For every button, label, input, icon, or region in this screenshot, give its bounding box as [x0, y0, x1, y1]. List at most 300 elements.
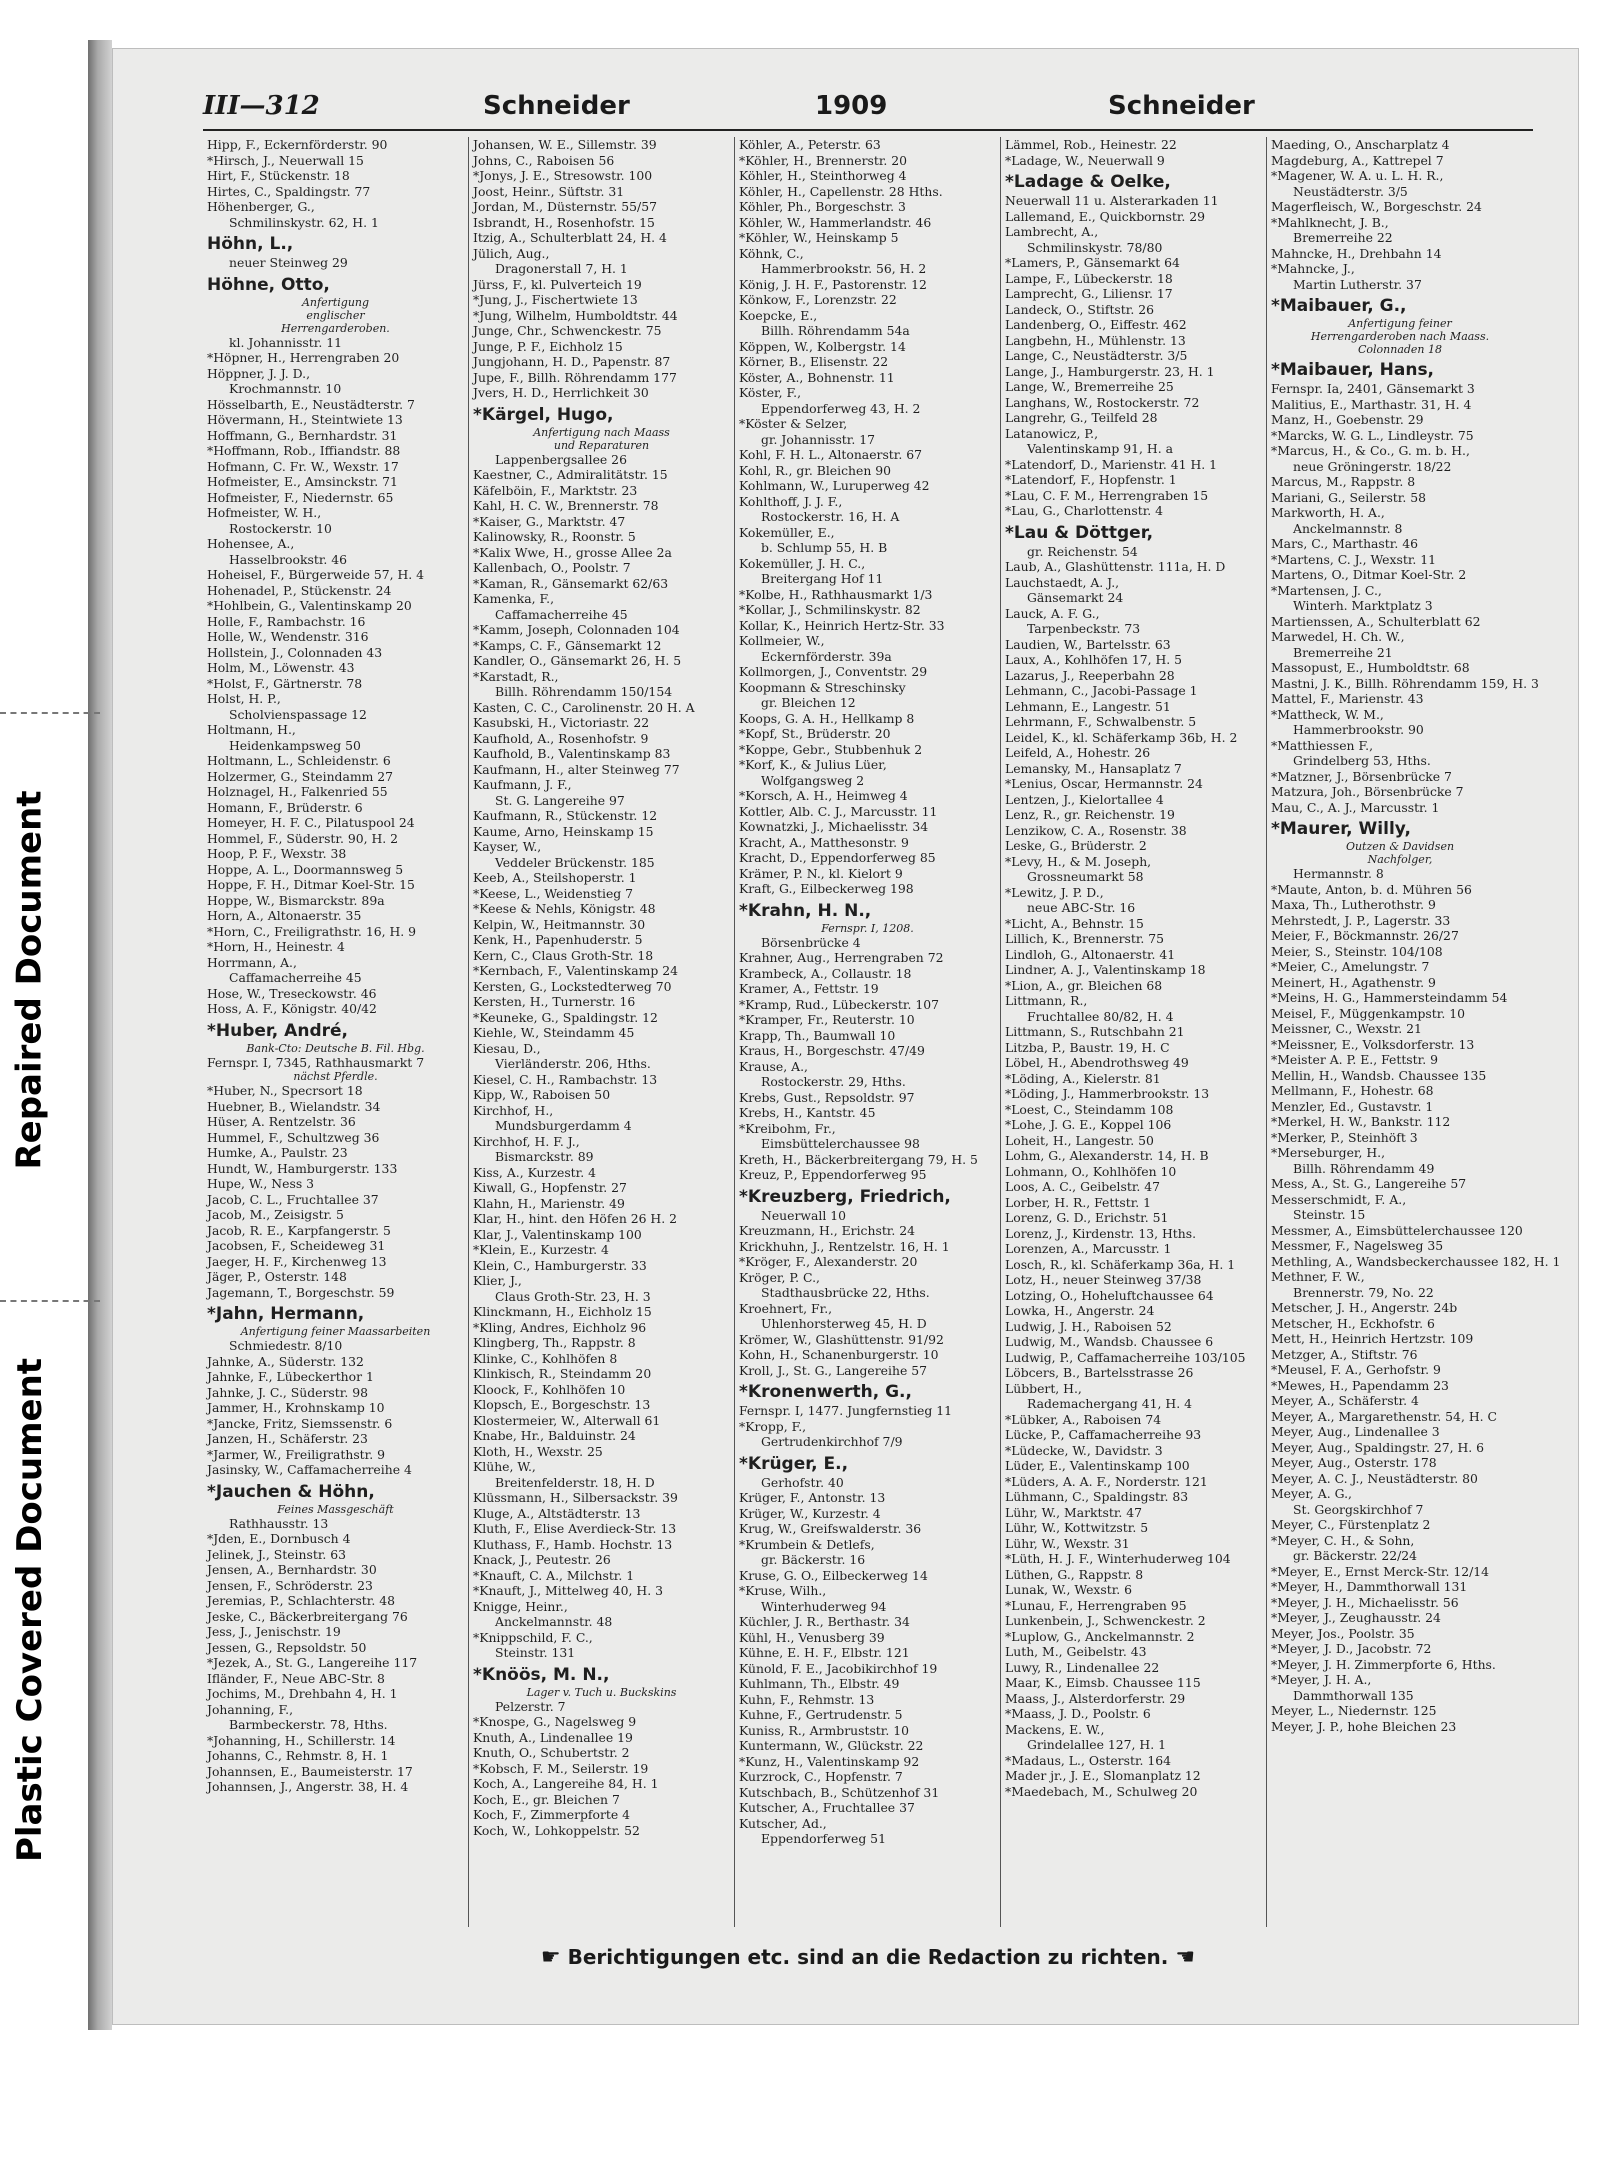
directory-entry: Kownatzki, J., Michaelisstr. 34 — [739, 819, 929, 834]
directory-entry: *Madaus, L., Osterstr. 164 — [1005, 1752, 1172, 1768]
directory-entry: Jvers, H. D., Herrlichkeit 30 — [473, 385, 649, 400]
directory-entry: Lallemand, E., Quickbornstr. 29 — [1005, 208, 1206, 224]
directory-entry: *Jarmer, W., Freiligrathstr. 9 — [207, 1446, 385, 1462]
directory-entry: *Martens, C. J., Wexstr. 11 — [1271, 551, 1437, 567]
directory-entry: Krickhuhn, J., Rentzelstr. 16, H. 1 — [739, 1238, 950, 1254]
directory-entry: Steinstr. 131 — [495, 1645, 576, 1660]
directory-entry: *Knippschild, F. C., — [473, 1629, 593, 1645]
directory-entry: Höhn, L., — [207, 234, 294, 254]
directory-entry: *Höpner, H., Herrengraben 20 — [207, 350, 400, 365]
directory-entry: Klahn, H., Marienstr. 49 — [473, 1195, 625, 1211]
directory-entry: Jeremias, P., Schlachterstr. 48 — [207, 1593, 395, 1608]
directory-entry: Mellin, H., Wandsb. Chaussee 135 — [1271, 1067, 1487, 1083]
directory-entry: *Meissner, E., Volksdorferstr. 13 — [1271, 1036, 1475, 1052]
directory-entry: Kirchhof, H., — [473, 1102, 554, 1118]
directory-entry: *Luplow, G., Anckelmannstr. 2 — [1005, 1628, 1195, 1644]
directory-entry: Lücke, P., Caffamacherreihe 93 — [1005, 1427, 1202, 1442]
directory-entry: Fernspr. I, 7345, Rathhausmarkt 7 — [207, 1054, 425, 1070]
directory-entry: Klostermeier, W., Alterwall 61 — [473, 1412, 661, 1428]
directory-entry: gr. Bleichen 12 — [761, 695, 856, 710]
directory-entry: Lorber, H. R., Fettstr. 1 — [1005, 1194, 1152, 1210]
directory-entry: *Lewitz, J. P. D., — [1005, 884, 1104, 900]
directory-entry: Kramer, A., Fettstr. 19 — [739, 981, 879, 996]
directory-entry: Janzen, H., Schäferstr. 23 — [207, 1431, 368, 1446]
directory-entry: Scholvienspassage 12 — [229, 706, 367, 722]
directory-entry: *Maass, J. D., Poolstr. 6 — [1005, 1706, 1151, 1721]
directory-entry: neue ABC-Str. 16 — [1027, 900, 1136, 915]
directory-entry: Rathhausstr. 13 — [229, 1515, 329, 1531]
directory-entry: Schmilinskystr. 78/80 — [1027, 239, 1163, 255]
book-binding — [88, 40, 112, 2030]
directory-entry: Leidel, K., kl. Schäferkamp 36b, H. 2 — [1005, 729, 1238, 745]
directory-entry: *Kaiser, G., Marktstr. 47 — [473, 513, 626, 529]
directory-entry: Hofmann, C. Fr. W., Wexstr. 17 — [207, 458, 399, 474]
directory-entry: Hasselbrookstr. 46 — [229, 551, 348, 567]
directory-entry: Kasubski, H., Victoriastr. 22 — [473, 715, 650, 730]
directory-entry: Klar, H., hint. den Höfen 26 H. 2 — [473, 1211, 678, 1226]
directory-entry: Jochims, M., Drehbahn 4, H. 1 — [207, 1686, 398, 1701]
directory-entry: Lehmann, E., Langestr. 51 — [1005, 698, 1171, 714]
directory-entry: Dragonerstall 7, H. 1 — [495, 261, 628, 276]
directory-entry: Lühr, W., Wexstr. 31 — [1005, 1535, 1130, 1551]
directory-entry: *Meyer, J. D., Jacobstr. 72 — [1271, 1641, 1432, 1656]
directory-entry: *Horn, H., Heinestr. 4 — [207, 939, 345, 954]
directory-entry: Anckelmannstr. 8 — [1293, 520, 1403, 536]
directory-entry: Anckelmannstr. 48 — [495, 1614, 613, 1629]
directory-columns — [203, 137, 1561, 1927]
directory-entry: Ludwig, M., Wandsb. Chaussee 6 — [1005, 1334, 1214, 1349]
directory-entry: Markworth, H. A., — [1271, 505, 1385, 520]
directory-entry: Lange, C., Neustädterstr. 3/5 — [1005, 348, 1188, 363]
directory-entry: neue Gröningerstr. 18/22 — [1293, 458, 1452, 474]
directory-entry: Neuerwall 11 u. Alsterarkaden 11 — [1005, 193, 1219, 208]
side-label-plastic: Plastic Covered Document — [10, 1357, 51, 1863]
directory-entry: Kern, C., Claus Groth-Str. 18 — [473, 947, 654, 963]
directory-entry: *Levy, H., & M. Joseph, — [1005, 853, 1152, 869]
directory-entry: Hofmeister, F., Niedernstr. 65 — [207, 489, 394, 505]
directory-entry: Kallenbach, O., Poolstr. 7 — [473, 560, 631, 575]
directory-entry: *Lunau, F., Herrengraben 95 — [1005, 1597, 1187, 1613]
directory-entry: Kayser, W., — [473, 839, 542, 854]
directory-entry: Hummel, F., Schultzweg 36 — [207, 1129, 380, 1145]
directory-entry: Kühne, E. H. F., Elbstr. 121 — [739, 1645, 910, 1660]
directory-entry: Lämmel, Rob., Heinestr. 22 — [1005, 137, 1177, 152]
directory-entry: Holtmann, L., Schleidenstr. 6 — [207, 753, 391, 768]
directory-entry: Dammthorwall 135 — [1293, 1687, 1414, 1703]
directory-entry: *Meyer, J. H. A., — [1271, 1672, 1372, 1687]
directory-entry: *Maedebach, M., Schulweg 20 — [1005, 1783, 1198, 1799]
directory-entry: *Meier, C., Amelungstr. 7 — [1271, 959, 1430, 974]
directory-entry: Pelzerstr. 7 — [495, 1698, 566, 1714]
directory-entry: Höppner, J. J. D., — [207, 365, 311, 381]
directory-entry: Kottler, Alb. C. J., Marcusstr. 11 — [739, 803, 938, 819]
directory-entry: Landenberg, O., Eiffestr. 462 — [1005, 317, 1187, 332]
directory-entry: *Knospe, G., Nagelsweg 9 — [473, 1714, 637, 1729]
directory-entry: Kaufhold, A., Rosenhofstr. 9 — [473, 730, 649, 746]
directory-entry: Lange, J., Hamburgerstr. 23, H. 1 — [1005, 363, 1215, 379]
side-label-repaired: Repaired Document — [10, 790, 51, 1170]
directory-entry: Menzler, Ed., Gustavstr. 1 — [1271, 1098, 1434, 1114]
directory-entry: Hommel, F., Süderstr. 90, H. 2 — [207, 830, 399, 846]
directory-entry: Johanning, F., — [207, 1701, 294, 1717]
directory-entry: *Matzner, J., Börsenbrücke 7 — [1271, 768, 1452, 784]
directory-entry: Köhler, H., Capellenstr. 28 Hths. — [739, 183, 943, 199]
directory-entry: *Mattheck, W. M., — [1271, 706, 1384, 722]
directory-entry: Koch, A., Langereihe 84, H. 1 — [473, 1776, 659, 1791]
directory-entry: Maxa, Th., Lutherothstr. 9 — [1271, 897, 1436, 912]
directory-entry: Lühmann, C., Spaldingstr. 83 — [1005, 1489, 1189, 1504]
directory-entry: Keeb, A., Steilshoperstr. 1 — [473, 870, 637, 885]
directory-entry: Jelinek, J., Steinstr. 63 — [207, 1546, 347, 1562]
directory-entry: Kiwall, G., Hopfenstr. 27 — [473, 1180, 627, 1195]
directory-entry: Jacob, R. E., Karpfangerstr. 5 — [207, 1222, 391, 1238]
directory-entry: Kuhne, F., Gertrudenstr. 5 — [739, 1707, 903, 1722]
pointing-hand-icon: ☚ — [1175, 1945, 1196, 1970]
directory-entry: Anfertigung — [301, 295, 370, 309]
directory-entry: *Lau, C. F. M., Herrengraben 15 — [1005, 487, 1209, 503]
directory-entry: *Jancke, Fritz, Siemssenstr. 6 — [207, 1415, 393, 1431]
directory-entry: Winterhuderweg 94 — [761, 1598, 887, 1614]
directory-entry: gr. Johannisstr. 17 — [761, 431, 875, 447]
directory-entry: Kandler, O., Gänsemarkt 26, H. 5 — [473, 653, 682, 668]
directory-entry: Meyer, L., Niedernstr. 125 — [1271, 1703, 1437, 1718]
directory-entry: *Kruse, Wilh., — [739, 1583, 827, 1598]
directory-entry: *Keese & Nehls, Königstr. 48 — [473, 901, 656, 916]
directory-entry: Lamprecht, G., Liliensr. 17 — [1005, 286, 1173, 301]
directory-entry: Kuntermann, W., Glückstr. 22 — [739, 1738, 924, 1753]
directory-entry: Hammerbrookstr. 90 — [1293, 722, 1424, 737]
directory-entry: Hoheisel, F., Bürgerweide 57, H. 4 — [207, 567, 425, 582]
directory-column-2 — [469, 137, 735, 1927]
directory-entry: Lehrmann, F., Schwalbenstr. 5 — [1005, 714, 1197, 729]
directory-entry: Matzura, Joh., Börsenbrücke 7 — [1271, 784, 1464, 799]
directory-entry: Kohl, R., gr. Bleichen 90 — [739, 462, 892, 478]
directory-entry: Mehrstedt, J. P., Lagerstr. 33 — [1271, 912, 1451, 928]
directory-entry: Anfertigung feiner Maassarbeiten — [240, 1325, 431, 1338]
directory-entry: *Jahn, Hermann, — [207, 1304, 365, 1324]
directory-entry: *Lion, A., gr. Bleichen 68 — [1005, 977, 1163, 993]
directory-entry: Joost, Heinr., Süftstr. 31 — [473, 183, 625, 199]
directory-entry: Kroehnert, Fr., — [739, 1300, 833, 1316]
directory-entry: Anfertigung feiner — [1348, 317, 1452, 330]
directory-entry: Kenk, H., Papenhuderstr. 5 — [473, 932, 643, 947]
directory-entry: Johanns, C., Rehmstr. 8, H. 1 — [207, 1748, 389, 1763]
directory-entry: *Krüger, E., — [739, 1453, 849, 1474]
directory-entry: Hoppe, W., Bismarckstr. 89a — [207, 892, 385, 908]
directory-entry: Fernspr. Ia, 2401, Gänsemarkt 3 — [1271, 381, 1475, 396]
directory-entry: Jacobsen, F., Scheideweg 31 — [207, 1238, 386, 1253]
directory-entry: Jäger, P., Osterstr. 148 — [207, 1269, 347, 1284]
directory-entry: Brennerstr. 79, No. 22 — [1293, 1284, 1434, 1300]
directory-entry: Hohenadel, P., Stückenstr. 24 — [207, 582, 392, 598]
directory-entry: Kühl, H., Venusberg 39 — [739, 1629, 885, 1645]
directory-entry: Kasten, C. C., Carolinenstr. 20 H. A — [473, 699, 695, 715]
directory-column-3 — [735, 137, 1001, 1927]
directory-entry: Kohl, F. H. L., Altonaerstr. 67 — [739, 447, 922, 462]
directory-entry: Grindelberg 53, Hths. — [1293, 753, 1431, 768]
directory-entry: Meyer, A. G., — [1271, 1486, 1352, 1501]
directory-entry: Kluth, F., Elise Averdieck-Str. 13 — [473, 1521, 677, 1536]
directory-entry: Kraft, G., Eilbeckerweg 198 — [739, 881, 914, 896]
directory-entry: Lehmann, C., Jacobi-Passage 1 — [1005, 683, 1198, 698]
directory-entry: *Merker, P., Steinhöft 3 — [1271, 1129, 1418, 1145]
directory-entry: *Latendorf, D., Marienstr. 41 H. 1 — [1005, 456, 1218, 472]
directory-entry: Lange, W., Bremerreihe 25 — [1005, 379, 1174, 394]
directory-entry: Horn, A., Altonaerstr. 35 — [207, 908, 362, 923]
directory-column-1 — [203, 137, 469, 1927]
directory-entry: Meyer, A., Schäferstr. 4 — [1271, 1393, 1419, 1408]
directory-entry: Kaestner, C., Admiralitätstr. 15 — [473, 467, 668, 482]
directory-entry: Leske, G., Brüderstr. 2 — [1005, 838, 1147, 853]
directory-entry: Maeding, O., Anscharplatz 4 — [1271, 137, 1450, 152]
directory-entry: *Löding, A., Kielerstr. 81 — [1005, 1070, 1161, 1086]
directory-entry: Mackens, E. W., — [1005, 1721, 1105, 1737]
directory-entry: Koepcke, E., — [739, 307, 818, 323]
directory-entry: Kroll, J., St. G., Langereihe 57 — [739, 1362, 927, 1378]
directory-entry: Lunkenbein, J., Schwenckestr. 2 — [1005, 1613, 1206, 1628]
directory-entry: *Keuneke, G., Spaldingstr. 12 — [473, 1009, 658, 1025]
directory-entry: Kaufhold, B., Valentinskamp 83 — [473, 746, 671, 761]
directory-entry: *Jung, Wilhelm, Humboldtstr. 44 — [473, 307, 678, 323]
directory-entry: Colonnaden 18 — [1357, 343, 1443, 356]
directory-entry: Lüder, E., Valentinskamp 100 — [1005, 1458, 1190, 1473]
directory-entry: *Hirsch, J., Neuerwall 15 — [207, 152, 364, 168]
directory-entry: Mastni, J. K., Billh. Röhrendamm 159, H. 3 — [1271, 675, 1539, 691]
directory-entry: Krapp, Th., Baumwall 10 — [739, 1027, 896, 1043]
directory-entry: Knack, J., Peutestr. 26 — [473, 1552, 611, 1567]
directory-entry: Homann, F., Brüderstr. 6 — [207, 799, 363, 815]
directory-entry: Kracht, D., Eppendorferweg 85 — [739, 850, 936, 865]
directory-entry: *Meister A. P. E., Fettstr. 9 — [1271, 1052, 1438, 1067]
directory-entry: *Kropp, F., — [739, 1418, 807, 1434]
directory-entry: *Kollar, J., Schmilinskystr. 82 — [739, 602, 921, 617]
directory-entry: Marwedel, H. Ch. W., — [1271, 629, 1405, 644]
directory-entry: Bank-Cto: Deutsche B. Fil. Hbg. — [246, 1041, 425, 1055]
directory-entry: König, J. H. F., Pastorenstr. 12 — [739, 276, 927, 292]
directory-entry: Methner, F. W., — [1271, 1269, 1365, 1284]
directory-entry: Lindner, A. J., Valentinskamp 18 — [1005, 962, 1206, 977]
directory-entry: Lager v. Tuch u. Buckskins — [526, 1685, 677, 1699]
directory-entry: Kiss, A., Kurzestr. 4 — [473, 1164, 596, 1180]
directory-entry: Krause, A., — [739, 1058, 808, 1074]
directory-entry: Langhans, W., Rostockerstr. 72 — [1005, 394, 1200, 410]
directory-entry: Klein, C., Hamburgerstr. 33 — [473, 1257, 647, 1273]
directory-entry: Jensen, F., Schröderstr. 23 — [207, 1577, 373, 1593]
directory-entry: Lühr, W., Kottwitzstr. 5 — [1005, 1520, 1149, 1535]
directory-entry: Billh. Röhrendamm 49 — [1293, 1160, 1435, 1176]
directory-entry: Lemansky, M., Hansaplatz 7 — [1005, 760, 1182, 776]
directory-entry: Breitergang Hof 11 — [761, 571, 884, 586]
directory-entry: Hose, W., Treseckowstr. 46 — [207, 985, 377, 1001]
directory-entry: Vierländerstr. 206, Hths. — [495, 1056, 651, 1071]
directory-entry: Jacob, M., Zeisigstr. 5 — [207, 1207, 344, 1222]
directory-entry: *Köster & Selzer, — [739, 416, 848, 431]
directory-entry: Knuth, A., Lindenallee 19 — [473, 1729, 633, 1745]
directory-entry: Horrmann, A., — [207, 954, 297, 970]
directory-entry: Rostockerstr. 10 — [229, 520, 332, 536]
directory-entry: *Kramp, Rud., Lübeckerstr. 107 — [739, 996, 939, 1012]
directory-entry: *Licht, A., Behnstr. 15 — [1005, 915, 1144, 931]
directory-entry: Steinstr. 15 — [1293, 1207, 1366, 1222]
directory-entry: Itzig, A., Schulterblatt 24, H. 4 — [473, 230, 667, 245]
directory-entry: Metscher, J. H., Angerstr. 24b — [1271, 1300, 1458, 1315]
footer-text: Berichtigungen etc. sind an die Redaction zu richten. — [567, 1945, 1169, 1969]
directory-entry: Lentzen, J., Kielortallee 4 — [1005, 791, 1164, 807]
directory-entry: Köster, A., Bohnenstr. 11 — [739, 369, 895, 385]
directory-entry: *Marcus, H., & Co., G. m. b. H., — [1271, 443, 1470, 458]
directory-entry: Bremerreihe 21 — [1293, 644, 1393, 660]
directory-entry: Knuth, O., Schubertstr. 2 — [473, 1745, 630, 1760]
directory-entry: *Kramper, Fr., Reuterstr. 10 — [739, 1012, 915, 1027]
directory-entry: *Köhler, H., Brennerstr. 20 — [739, 152, 908, 168]
directory-entry: b. Schlump 55, H. B — [761, 540, 888, 555]
directory-entry: Käfelböin, F., Marktstr. 23 — [473, 482, 638, 498]
directory-entry: Hoppe, F. H., Ditmar Koel-Str. 15 — [207, 877, 415, 892]
directory-entry: Lappenbergsallee 26 — [495, 451, 627, 467]
directory-entry: Litzba, P., Baustr. 19, H. C — [1005, 1039, 1170, 1055]
directory-entry: *Meyer, J., Zeughausstr. 24 — [1271, 1610, 1441, 1625]
directory-entry: Mader jr., J. E., Slomanplatz 12 — [1005, 1768, 1201, 1783]
directory-entry: Eimsbüttelerchaussee 98 — [761, 1136, 920, 1151]
directory-entry: Könkow, F., Lorenzstr. 22 — [739, 292, 897, 307]
directory-entry: Lorenz, G. D., Erichstr. 51 — [1005, 1210, 1169, 1225]
directory-entry: Jacob, C. L., Fruchtallee 37 — [207, 1191, 379, 1207]
directory-entry: *Merseburger, H., — [1271, 1145, 1386, 1160]
directory-entry: Fernspr. I, 1477. Jungfernstieg 11 — [739, 1403, 953, 1418]
directory-entry: Jupe, F., Billh. Röhrendamm 177 — [473, 369, 677, 385]
directory-entry: Kuhn, F., Rehmstr. 13 — [739, 1691, 875, 1707]
directory-entry: Küchler, J. R., Berthastr. 34 — [739, 1614, 910, 1629]
directory-entry: Schmilinskystr. 62, H. 1 — [229, 214, 379, 230]
directory-entry: Hirtes, C., Spaldingstr. 77 — [207, 183, 371, 199]
directory-entry: Kelpin, W., Heitmannstr. 30 — [473, 916, 646, 932]
directory-entry: *Merkel, H. W., Bankstr. 112 — [1271, 1114, 1451, 1129]
directory-entry: *Jung, J., Fischertwiete 13 — [473, 292, 638, 307]
directory-entry: Billh. Röhrendamm 54a — [761, 323, 910, 338]
directory-entry: Littmann, R., — [1005, 993, 1088, 1008]
directory-entry: Kuhlmann, Th., Elbstr. 49 — [739, 1676, 900, 1691]
directory-entry: Krebs, Gust., Repsoldstr. 97 — [739, 1089, 915, 1105]
directory-entry: *Kröger, F., Alexanderstr. 20 — [739, 1254, 918, 1269]
directory-entry: Meyer, Aug., Osterstr. 178 — [1271, 1455, 1437, 1470]
directory-entry: *Kamps, C. F., Gänsemarkt 12 — [473, 637, 662, 653]
directory-entry: Kipp, W., Raboisen 50 — [473, 1087, 611, 1102]
directory-entry: Mars, C., Marthastr. 46 — [1271, 536, 1418, 551]
directory-entry: Martienssen, A., Schulterblatt 62 — [1271, 613, 1481, 629]
directory-entry: Rostockerstr. 16, H. A — [761, 509, 900, 524]
directory-entry: *Köhler, W., Heinskamp 5 — [739, 230, 899, 245]
directory-entry: Neuerwall 10 — [761, 1207, 847, 1223]
directory-entry: Koch, W., Lohkoppelstr. 52 — [473, 1822, 640, 1838]
directory-entry: *Lohe, J. G. E., Koppel 106 — [1005, 1117, 1172, 1132]
directory-entry: Valentinskamp 91, H. a — [1027, 441, 1173, 456]
directory-entry: gr. Reichenstr. 54 — [1027, 543, 1138, 559]
directory-entry: Kohlmann, W., Luruperweg 42 — [739, 478, 930, 493]
directory-entry: Hohensee, A., — [207, 536, 295, 551]
directory-entry: Lotzing, O., Hoheluftchaussee 64 — [1005, 1287, 1214, 1303]
directory-entry: Wolfgangsweg 2 — [761, 772, 865, 788]
directory-entry: Lotz, H., neuer Steinweg 37/38 — [1005, 1272, 1202, 1287]
directory-entry: Lambrecht, A., — [1005, 224, 1099, 239]
directory-entry: Jeske, C., Bäckerbreitergang 76 — [207, 1608, 408, 1624]
directory-entry: Lenz, R., gr. Reichenstr. 19 — [1005, 807, 1175, 822]
directory-entry: St. Georgskirchhof 7 — [1293, 1501, 1424, 1517]
directory-entry: Martens, O., Ditmar Koel-Str. 2 — [1271, 567, 1467, 582]
directory-entry: *Martensen, J. C., — [1271, 582, 1382, 598]
directory-entry: *Maibauer, Hans, — [1271, 360, 1435, 380]
directory-entry: Fernspr. I, 1208. — [821, 921, 914, 935]
directory-entry: *Holst, F., Gärtnerstr. 78 — [207, 675, 363, 691]
directory-entry: *Lamers, P., Gänsemarkt 64 — [1005, 255, 1180, 270]
directory-entry: Kaume, Arno, Heinskamp 15 — [473, 823, 654, 839]
directory-entry: Uhlenhorsterweg 45, H. D — [761, 1316, 927, 1331]
directory-entry: *Ladage, W., Neuerwall 9 — [1005, 152, 1165, 168]
directory-entry: Künold, F. E., Jacobikirchhof 19 — [739, 1660, 938, 1676]
directory-entry: Holm, M., Löwenstr. 43 — [207, 660, 355, 675]
directory-entry: Ludwig, P., Caffamacherreihe 103/105 — [1005, 1349, 1246, 1365]
directory-entry: Isbrandt, H., Rosenhofstr. 15 — [473, 214, 655, 230]
directory-entry: Tarpenbeckstr. 73 — [1027, 621, 1141, 636]
directory-entry: *Lüdecke, W., Davidstr. 3 — [1005, 1442, 1163, 1458]
directory-entry: Luth, M., Geibelstr. 43 — [1005, 1644, 1147, 1659]
directory-entry: Klier, J., — [473, 1273, 522, 1288]
directory-entry: Hoppe, A. L., Doormannsweg 5 — [207, 861, 404, 877]
directory-entry: Köhnk, C., — [739, 245, 804, 261]
directory-entry: Latanowicz, P., — [1005, 425, 1099, 441]
directory-entry: *Meyer, J. H. Zimmerpforte 6, Hths. — [1271, 1656, 1496, 1672]
directory-entry: Kokemüller, J. H. C., — [739, 555, 866, 571]
directory-entry: Anfertigung nach Maass — [533, 425, 670, 439]
directory-entry: *Karstadt, R., — [473, 668, 559, 684]
directory-entry: Meyer, Aug., Spaldingstr. 27, H. 6 — [1271, 1439, 1485, 1455]
directory-entry: Löbel, H., Abendrothsweg 49 — [1005, 1055, 1189, 1070]
directory-entry: *Jauchen & Höhn, — [207, 1481, 375, 1502]
directory-entry: Jaeger, H. F., Kirchenweg 13 — [207, 1253, 387, 1269]
header-name-left: Schneider — [483, 91, 630, 121]
directory-entry: Kaufmann, R., Stückenstr. 12 — [473, 808, 658, 823]
directory-entry: Littmann, S., Rutschbahn 21 — [1005, 1024, 1185, 1039]
directory-entry: Metscher, H., Eckhofstr. 6 — [1271, 1315, 1435, 1331]
directory-entry: Eppendorferweg 51 — [761, 1831, 886, 1846]
directory-entry: Hövermann, H., Steintwiete 13 — [207, 412, 403, 427]
directory-entry: Gänsemarkt 24 — [1027, 590, 1124, 605]
directory-entry: *Kronenwerth, G., — [739, 1382, 912, 1402]
directory-entry: Jordan, M., Düsternstr. 55/57 — [473, 199, 658, 214]
directory-entry: und Reparaturen — [553, 438, 650, 452]
directory-entry: Laux, A., Kohlhöfen 17, H. 5 — [1005, 652, 1183, 667]
directory-entry: *Löding, J., Hammerbrookstr. 13 — [1005, 1086, 1210, 1101]
directory-entry: Lorenz, J., Kirdenstr. 13, Hths. — [1005, 1225, 1197, 1241]
directory-entry: Meisel, F., Müggenkampstr. 10 — [1271, 1005, 1465, 1021]
page-footer — [203, 1945, 1533, 1970]
directory-entry: Kloth, H., Wexstr. 25 — [473, 1443, 603, 1459]
directory-entry: Meyer, Jos., Poolstr. 35 — [1271, 1625, 1415, 1641]
directory-entry: Krömer, W., Glashüttenstr. 91/92 — [739, 1331, 944, 1347]
directory-entry: *Marcks, W. G. L., Lindleystr. 75 — [1271, 427, 1474, 443]
directory-entry: Meyer, C., Fürstenplatz 2 — [1271, 1517, 1431, 1532]
directory-entry: Kluthass, F., Hamb. Hochstr. 13 — [473, 1536, 673, 1552]
directory-entry: Jessen, G., Repsoldstr. 50 — [207, 1639, 367, 1655]
directory-entry: *Huber, N., Specrsort 18 — [207, 1083, 363, 1098]
directory-entry: gr. Bäckerstr. 22/24 — [1293, 1548, 1418, 1563]
directory-entry: Kraus, H., Borgeschstr. 47/49 — [739, 1043, 925, 1058]
running-header — [203, 85, 1533, 131]
directory-entry: *Meyer, J. H., Michaelisstr. 56 — [1271, 1594, 1459, 1610]
directory-entry: Kirchhof, H. F. J., — [473, 1133, 580, 1149]
directory-entry: Meinert, H., Agathenstr. 9 — [1271, 974, 1436, 990]
directory-entry: Massopust, E., Humboldtstr. 68 — [1271, 660, 1470, 675]
directory-entry: Kokemüller, E., — [739, 524, 835, 540]
